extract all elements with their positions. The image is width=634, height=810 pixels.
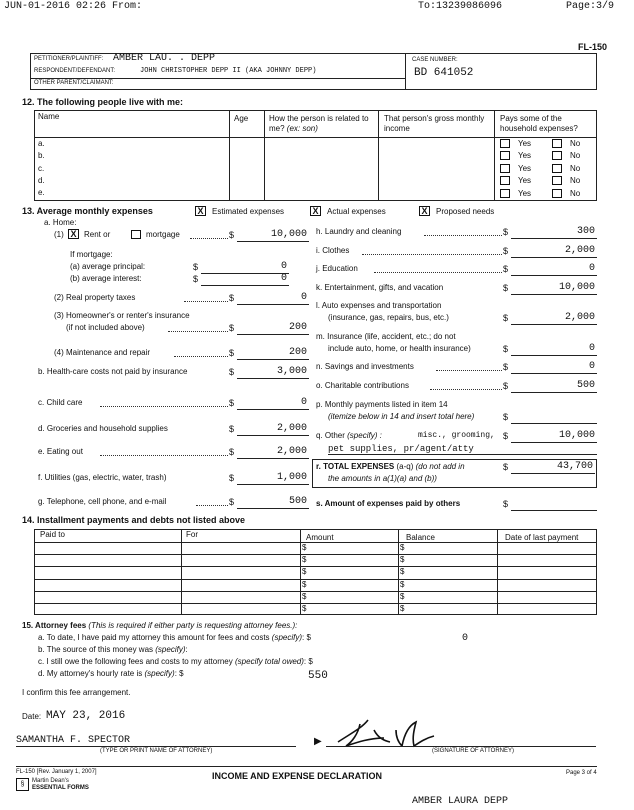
page-number: Page 3 of 4 xyxy=(566,770,597,776)
attorney-owed-label: c. I still owe the following fees and costs to my attorney (specify total owed): $ xyxy=(38,657,313,666)
clothes-label: i. Clothes xyxy=(316,246,350,255)
publisher-name-2: ESSENTIAL FORMS xyxy=(32,785,89,791)
attorney-paid-label: a. To date, I have paid my attorney this amount for fees and costs (specify): $ xyxy=(38,633,311,642)
eating-out-label: e. Eating out xyxy=(38,447,83,456)
s12-no-label: No xyxy=(570,188,581,198)
interest-dollar: $ xyxy=(193,274,199,284)
mortgage-checkbox[interactable] xyxy=(131,230,141,239)
laundry-dollar: $ xyxy=(503,227,509,237)
s12-no-label: No xyxy=(570,151,581,161)
actual-expenses-checkbox[interactable]: X xyxy=(310,206,321,216)
insurance-label-2: (if not included above) xyxy=(66,323,145,332)
installment-amount-dollar: $ xyxy=(302,591,307,601)
s14-header-balance: Balance xyxy=(406,533,435,542)
s12-no-checkbox[interactable] xyxy=(552,176,562,185)
utilities-label: f. Utilities (gas, electric, water, trash) xyxy=(38,473,167,482)
child-care-dollar: $ xyxy=(229,398,235,408)
s12-row-a: a. xyxy=(38,139,45,148)
petitioner-label: PETITIONER/PLAINTIFF: xyxy=(34,56,104,62)
mortgage-label: mortgage xyxy=(146,230,180,239)
eating-out-dollar: $ xyxy=(229,447,235,457)
s14-header-for: For xyxy=(186,530,198,539)
other-parent-label: OTHER PARENT/CLAIMANT: xyxy=(34,80,114,86)
insurance-dollar: $ xyxy=(229,323,235,333)
telephone-value[interactable]: 500 xyxy=(288,496,307,507)
s12-title: 12. The following people live with me: xyxy=(22,97,184,107)
installment-balance-dollar: $ xyxy=(400,555,405,565)
s14-header-amount: Amount xyxy=(306,533,334,542)
charitable-label: o. Charitable contributions xyxy=(316,381,409,390)
attorney-source-label: b. The source of this money was (specify): xyxy=(38,645,188,654)
installment-amount-dollar: $ xyxy=(302,555,307,565)
case-number-value: BD 641052 xyxy=(414,67,474,79)
eating-out-value[interactable]: 2,000 xyxy=(276,446,307,457)
rent-dollar: $ xyxy=(229,230,235,240)
groceries-label: d. Groceries and household supplies xyxy=(38,424,168,433)
s12-yes-label: Yes xyxy=(518,188,532,198)
auto-label-1: l. Auto expenses and transportation xyxy=(316,301,442,310)
utilities-dollar: $ xyxy=(229,473,235,483)
insurance-life-label-2: include auto, home, or health insurance) xyxy=(328,344,471,353)
total-expenses-label-2: the amounts in a(1)(a) and (b)) xyxy=(328,474,437,483)
savings-label: n. Savings and investments xyxy=(316,362,414,371)
s12-row-c: c. xyxy=(38,163,45,173)
tax-label: (2) Real property taxes xyxy=(54,293,136,302)
tax-value[interactable]: 0 xyxy=(300,292,307,303)
s12-no-checkbox[interactable] xyxy=(552,164,562,173)
auto-dollar: $ xyxy=(503,313,509,323)
total-expenses-label-1: r. TOTAL EXPENSES (a-q) (do not add in xyxy=(316,462,465,471)
total-expenses-dollar: $ xyxy=(503,462,509,472)
form-title: INCOME AND EXPENSE DECLARATION xyxy=(212,771,383,781)
declarant-name: AMBER LAURA DEPP xyxy=(412,796,509,807)
groceries-dollar: $ xyxy=(229,424,235,434)
s12-yes-label: Yes xyxy=(518,139,532,148)
respondent-label: RESPONDENT/DEFENDANT: xyxy=(34,68,116,74)
attorney-signature xyxy=(330,712,440,754)
date-value[interactable]: MAY 23, 2016 xyxy=(46,710,126,722)
s12-yes-label: Yes xyxy=(518,176,532,186)
estimated-expenses-label: Estimated expenses xyxy=(212,207,285,216)
installment-balance-dollar: $ xyxy=(400,579,405,589)
child-care-value[interactable]: 0 xyxy=(300,397,307,408)
s12-header-income: That person's gross monthly income xyxy=(384,114,485,133)
s12-yes-checkbox[interactable] xyxy=(500,189,510,198)
laundry-value[interactable]: 300 xyxy=(576,226,595,237)
other-text-2[interactable]: pet supplies, pr/agent/atty xyxy=(328,444,474,454)
telephone-dollar: $ xyxy=(229,497,235,507)
if-mortgage-label: If mortgage: xyxy=(70,250,113,259)
attorney-name[interactable]: SAMANTHA F. SPECTOR xyxy=(16,735,131,746)
entertainment-dollar: $ xyxy=(503,283,509,293)
s15-title: 15. Attorney fees (This is required if either party is requesting attorney fees.): xyxy=(22,621,298,630)
other-label: q. Other (specify) : xyxy=(316,431,382,440)
s12-row-b: b. xyxy=(38,151,45,161)
clothes-value[interactable]: 2,000 xyxy=(564,245,595,256)
total-expenses-value[interactable]: 43,700 xyxy=(556,461,593,472)
interest-label: (b) average interest: xyxy=(70,274,142,283)
installment-amount-dollar: $ xyxy=(302,579,307,589)
insurance-life-dollar: $ xyxy=(503,344,509,354)
principal-label: (a) average principal: xyxy=(70,262,146,271)
insurance-value[interactable]: 200 xyxy=(288,322,307,333)
publisher-logo-icon: § xyxy=(16,778,29,791)
date-label: Date: xyxy=(22,712,42,721)
rent-num: (1) xyxy=(54,230,64,239)
proposed-needs-checkbox[interactable]: X xyxy=(419,206,430,216)
other-text-1[interactable]: misc., grooming, xyxy=(418,431,495,440)
laundry-label: h. Laundry and cleaning xyxy=(316,227,402,236)
s12-yes-label: Yes xyxy=(518,151,532,161)
s12-no-label: No xyxy=(570,139,581,148)
s12-no-checkbox[interactable] xyxy=(552,139,562,148)
confirm-fee-text: I confirm this fee arrangement. xyxy=(22,688,131,697)
entertainment-value[interactable]: 10,000 xyxy=(558,282,595,293)
s12-no-label: No xyxy=(570,176,581,186)
maintenance-label: (4) Maintenance and repair xyxy=(54,348,151,357)
savings-dollar: $ xyxy=(503,362,509,372)
paid-by-others-label: s. Amount of expenses paid by others xyxy=(316,499,461,508)
charitable-value[interactable]: 500 xyxy=(576,380,595,391)
s14-title: 14. Installment payments and debts not listed above xyxy=(22,515,246,525)
entertainment-label: k. Entertainment, gifts, and vacation xyxy=(316,283,444,292)
s12-row-letters xyxy=(38,138,45,199)
other-value[interactable]: 10,000 xyxy=(558,430,595,441)
insurance-life-label-1: m. Insurance (life, accident, etc.; do not xyxy=(316,332,456,341)
s12-no-checkbox[interactable] xyxy=(552,189,562,198)
attorney-paid-value[interactable]: 0 xyxy=(462,633,469,644)
s12-header-pays: Pays some of the household expenses? xyxy=(500,114,578,133)
education-label: j. Education xyxy=(316,264,358,273)
estimated-expenses-checkbox[interactable]: X xyxy=(195,206,206,216)
education-value[interactable]: 0 xyxy=(588,263,595,274)
health-care-label: b. Health-care costs not paid by insurance xyxy=(38,367,188,376)
groceries-value[interactable]: 2,000 xyxy=(276,423,307,434)
publisher-name-1: Martin Dean's xyxy=(32,778,69,784)
s12-header-name: Name xyxy=(38,112,60,121)
attorney-rate-value[interactable]: 550 xyxy=(308,670,328,682)
installment-amount-dollar: $ xyxy=(302,604,307,613)
monthly-payments-label-1: p. Monthly payments listed in item 14 xyxy=(316,400,448,409)
s12-no-checkbox[interactable] xyxy=(552,151,562,160)
child-care-label: c. Child care xyxy=(38,398,83,407)
auto-label-2: (insurance, gas, repairs, bus, etc.) xyxy=(328,313,449,322)
s13-title: 13. Average monthly expenses xyxy=(22,206,153,216)
form-id: FL-150 xyxy=(578,42,608,52)
s12-no-label: No xyxy=(570,163,581,173)
health-care-dollar: $ xyxy=(229,367,235,377)
insurance-label-1: (3) Homeowner's or renter's insurance xyxy=(54,311,190,320)
s12-yes-checkbox[interactable] xyxy=(500,176,510,185)
installment-balance-dollar: $ xyxy=(400,567,405,577)
attorney-name-caption: (TYPE OR PRINT NAME OF ATTORNEY) xyxy=(100,748,213,754)
s12-yes-label: Yes xyxy=(518,163,532,173)
s14-header-date: Date of last payment xyxy=(505,533,579,542)
signature-arrow-icon: ▶ xyxy=(314,736,322,747)
installment-amount-dollar: $ xyxy=(302,567,307,577)
s12-row-e: e. xyxy=(38,188,45,198)
s12-yes-checkbox[interactable] xyxy=(500,164,510,173)
actual-expenses-label: Actual expenses xyxy=(327,207,386,216)
attorney-rate-label: d. My attorney's hourly rate is (specify): $ xyxy=(38,669,184,678)
s12-header-relation: How the person is related to me? (ex: son) xyxy=(269,114,369,133)
installment-balance-dollar: $ xyxy=(400,604,405,613)
health-care-value[interactable]: 3,000 xyxy=(276,366,307,377)
s12-yes-checkbox[interactable] xyxy=(500,151,510,160)
respondent-value: JOHN CHRISTOPHER DEPP II (AKA JOHNNY DEPP) xyxy=(140,67,317,75)
rent-checkbox[interactable]: X xyxy=(68,229,79,239)
monthly-payments-label-2: (itemize below in 14 and insert total here) xyxy=(328,412,475,421)
s12-yes-checkbox[interactable] xyxy=(500,139,510,148)
proposed-needs-label: Proposed needs xyxy=(436,207,495,216)
maintenance-value[interactable]: 200 xyxy=(288,347,307,358)
insurance-life-value[interactable]: 0 xyxy=(588,343,595,354)
interest-value[interactable]: 0 xyxy=(280,273,287,284)
fax-header-left: JUN-01-2016 02:26 From: xyxy=(4,1,143,12)
s12-row-d: d. xyxy=(38,175,45,185)
auto-value[interactable]: 2,000 xyxy=(564,312,595,323)
petitioner-value: AMBER LAU. . DEPP xyxy=(113,53,216,64)
maintenance-dollar: $ xyxy=(229,348,235,358)
tax-dollar: $ xyxy=(229,293,235,303)
form-revision: FL-150 [Rev. January 1, 2007] xyxy=(16,769,97,775)
installment-balance-dollar: $ xyxy=(400,543,405,552)
signature-caption: (SIGNATURE OF ATTORNEY) xyxy=(432,748,515,754)
telephone-label: g. Telephone, cell phone, and e-mail xyxy=(38,497,167,506)
clothes-dollar: $ xyxy=(503,246,509,256)
paid-by-others-dollar: $ xyxy=(503,499,509,509)
s12-header-age: Age xyxy=(234,114,249,123)
installment-balance-dollar: $ xyxy=(400,591,405,601)
savings-value[interactable]: 0 xyxy=(588,361,595,372)
case-number-label: CASE NUMBER: xyxy=(412,57,458,63)
fax-header-mid: To:13239086096 xyxy=(418,1,503,12)
rent-value[interactable]: 10,000 xyxy=(270,229,307,240)
fax-header-right: Page:3/9 xyxy=(566,1,615,12)
charitable-dollar: $ xyxy=(503,381,509,391)
principal-dollar: $ xyxy=(193,262,199,272)
monthly-payments-dollar: $ xyxy=(503,412,509,422)
utilities-value[interactable]: 1,000 xyxy=(276,472,307,483)
s14-header-paid-to: Paid to xyxy=(40,530,65,539)
home-label: a. Home: xyxy=(44,218,77,227)
installment-amount-dollar: $ xyxy=(302,543,307,552)
rent-label: Rent or xyxy=(84,230,111,239)
principal-value[interactable]: 0 xyxy=(280,261,287,272)
other-dollar: $ xyxy=(503,431,509,441)
education-dollar: $ xyxy=(503,264,509,274)
